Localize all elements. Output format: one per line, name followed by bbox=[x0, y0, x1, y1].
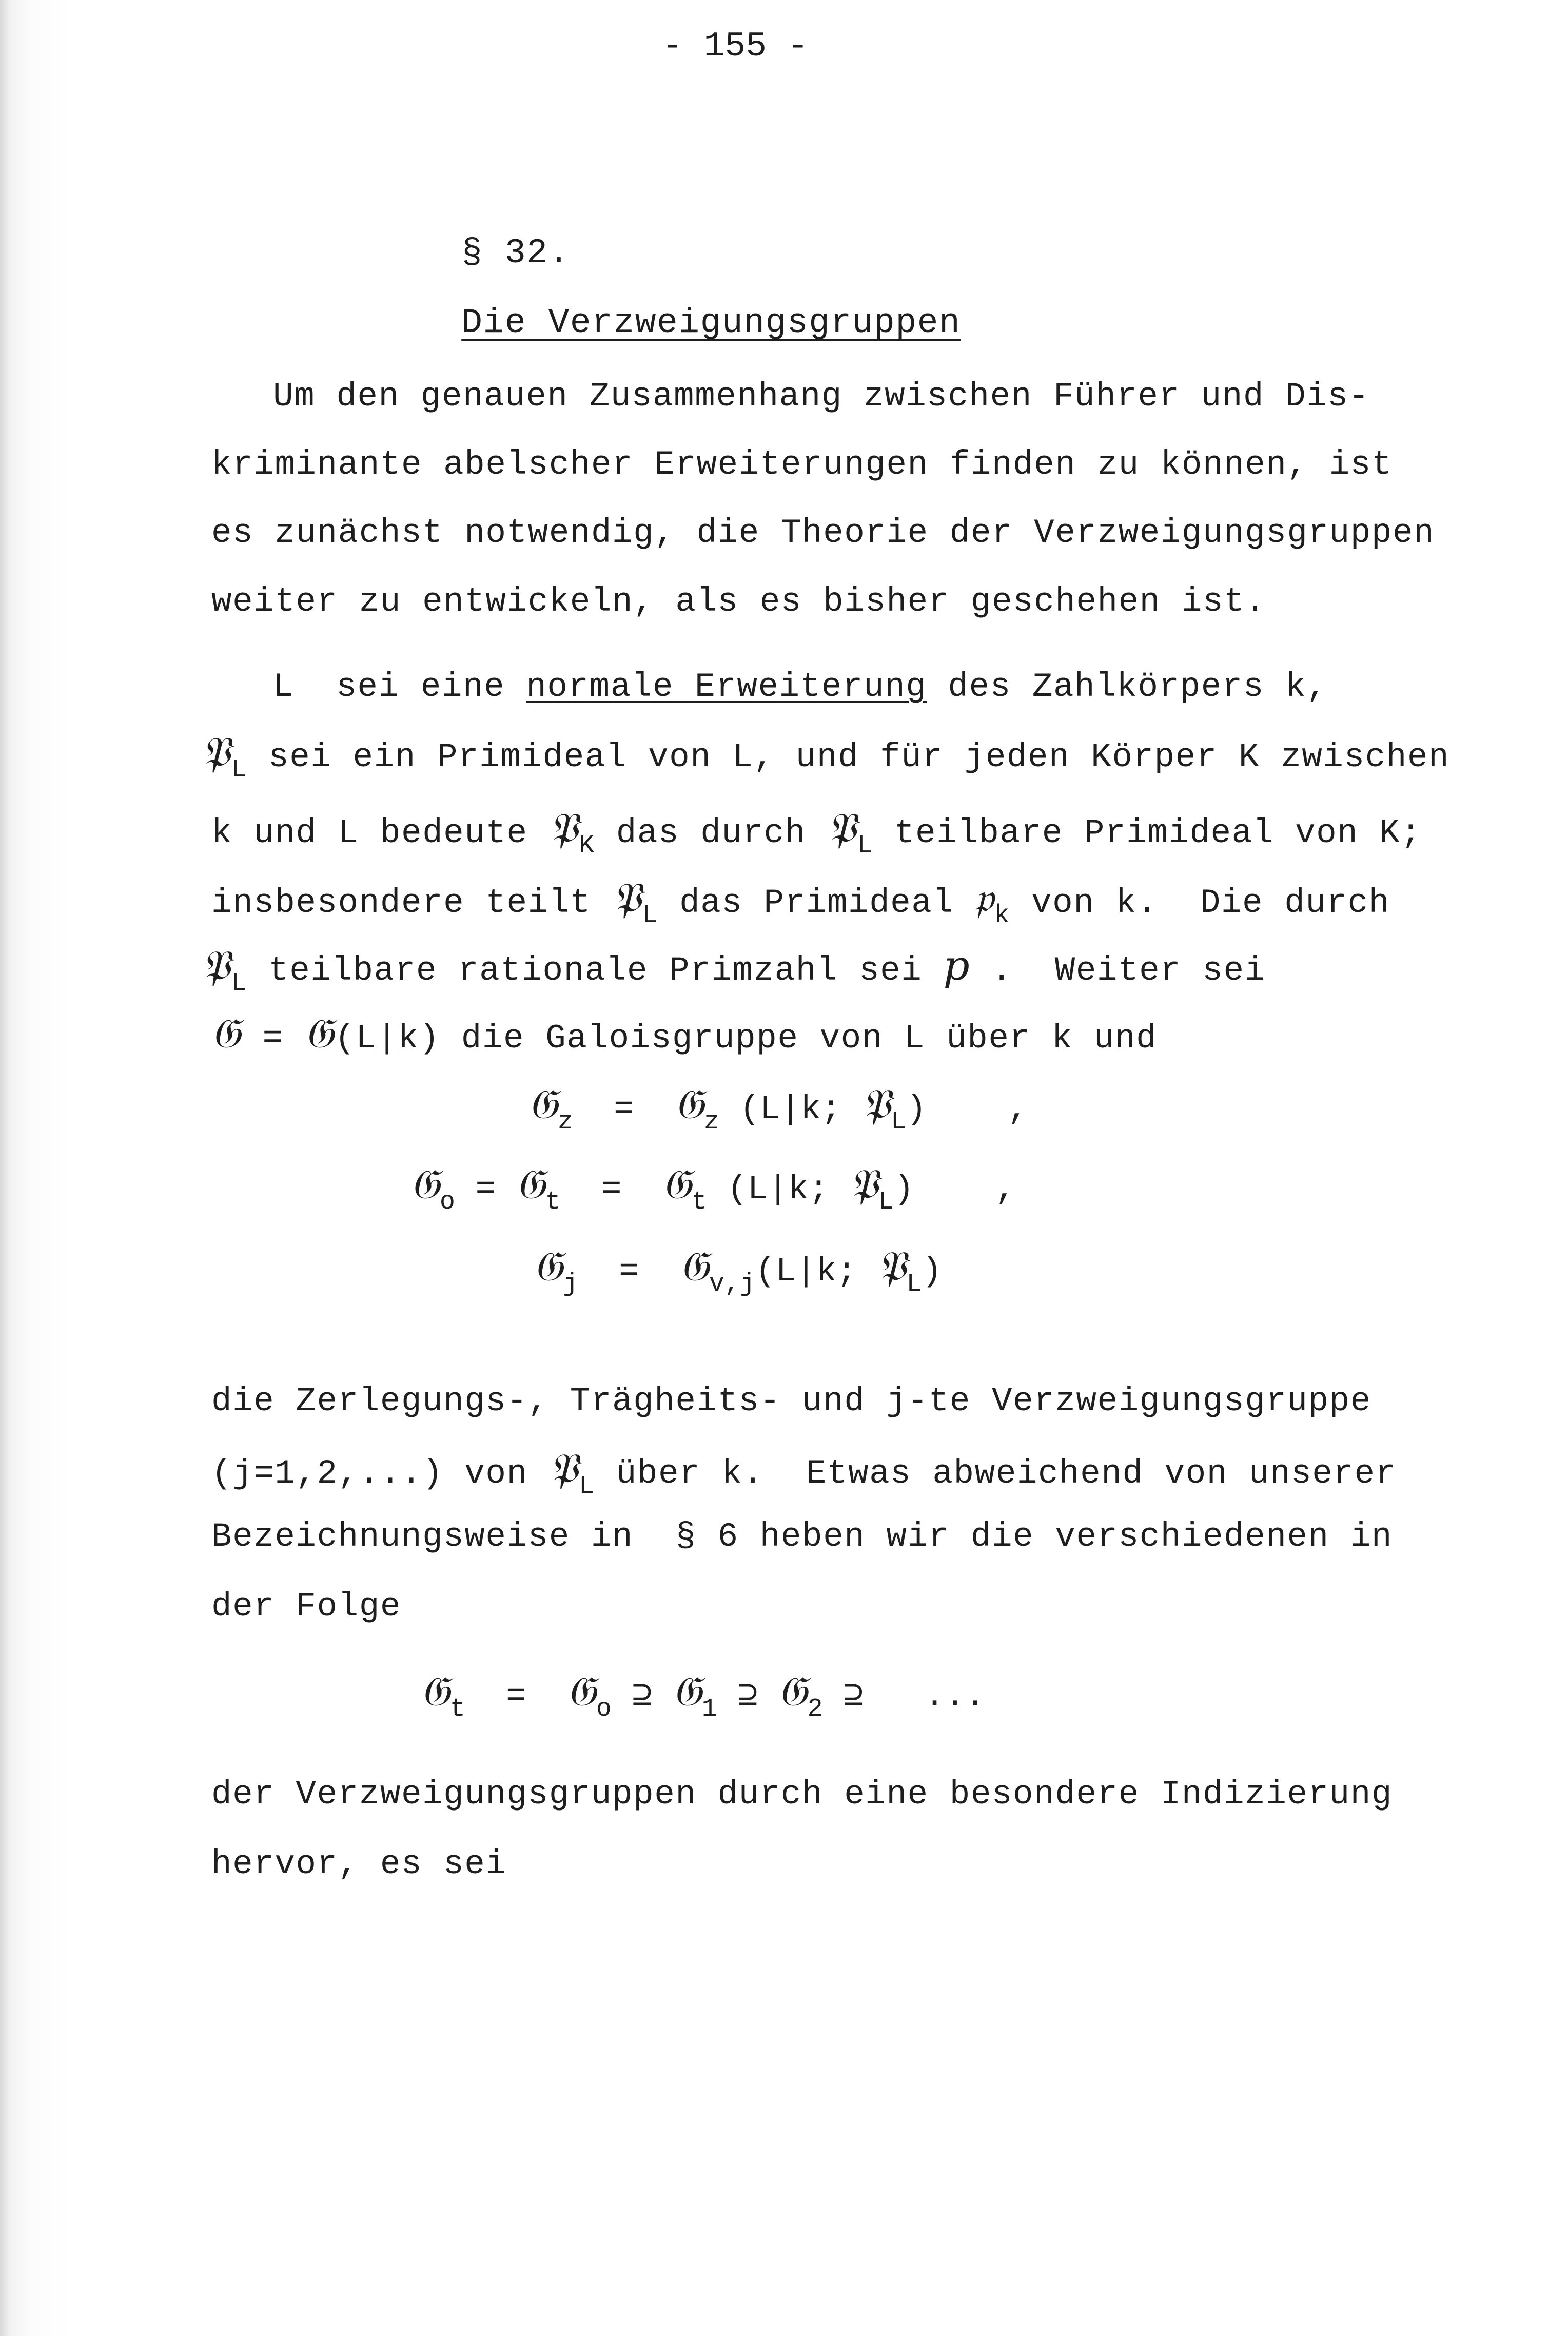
para2-line6: 𝔊 = 𝔊(L|k) die Galoisgruppe von L über k und bbox=[211, 1009, 1158, 1058]
para2-line3: k und L bedeute 𝔓$_K$ das durch 𝔓$_L$ teilbare Primideal von K; bbox=[211, 804, 1422, 861]
para3-line4: der Folge bbox=[211, 1587, 401, 1626]
rational-prime-symbol: p bbox=[943, 942, 971, 989]
para3-line1: die Zerlegungs-, Trägheits- und j-te Verzweigungsgruppe bbox=[211, 1382, 1371, 1420]
para1-line2: kriminante abelscher Erweiterungen finden zu können, ist bbox=[211, 445, 1393, 484]
prime-ideal-symbol: 𝔓 bbox=[201, 942, 231, 989]
para2-line5: 𝔓$_L$ teilbare rationale Primzahl sei p . Weiter sei bbox=[201, 942, 1266, 998]
prime-ideal-symbol: 𝔓 bbox=[612, 874, 642, 922]
page-number: - 155 - bbox=[662, 27, 809, 66]
para1-line4: weiter zu entwickeln, als es bisher geschehen ist. bbox=[211, 582, 1266, 621]
para4-line2: hervor, es sei bbox=[211, 1845, 507, 1883]
para4-line1: der Verzweigungsgruppen durch eine besondere Indizierung bbox=[211, 1775, 1393, 1814]
prime-ideal-symbol: 𝔓 bbox=[201, 728, 231, 776]
para2-line2: 𝔓$_L$ sei ein Primideal von L, und für jeden Körper K zwischen bbox=[201, 728, 1450, 785]
equation-zerlegungsgruppe: 𝔊$_z$ = 𝔊$_z$ (L|k; 𝔓$_L$) , bbox=[528, 1080, 1028, 1137]
prime-ideal-symbol: 𝔓 bbox=[827, 804, 857, 852]
section-title: Die Verzweigungsgruppen bbox=[461, 303, 961, 343]
term-normale-erweiterung: normale Erweiterung bbox=[526, 668, 927, 706]
para3-line2: (j=1,2,...) von 𝔓$_L$ über k. Etwas abweichend von unserer bbox=[211, 1445, 1397, 1501]
prime-ideal-symbol: 𝔓 bbox=[548, 1445, 579, 1492]
para1-line3: es zunächst notwendig, die Theorie der Verzweigungsgruppen bbox=[211, 514, 1435, 552]
para3-line3: Bezeichnungsweise in § 6 heben wir die verschiedenen in bbox=[211, 1517, 1393, 1556]
equation-group-chain: 𝔊$_t$ = 𝔊$_o$ ⊇ 𝔊$_1$ ⊇ 𝔊$_2$ ⊇ ... bbox=[421, 1667, 986, 1724]
prime-ideal-symbol: 𝔭 bbox=[974, 874, 994, 922]
group-symbol: 𝔊 bbox=[211, 1009, 242, 1057]
para1-line1: Um den genauen Zusammenhang zwischen Führer und Dis- bbox=[273, 377, 1370, 416]
equation-verzweigungsgruppe: 𝔊$_j$ = 𝔊$_{v,j}$(L|k; 𝔓$_L$) bbox=[534, 1242, 943, 1299]
para2-line1: L sei eine normale Erweiterung des Zahlkörpers k, bbox=[273, 668, 1328, 706]
para2-line4: insbesondere teilt 𝔓$_L$ das Primideal 𝔭$_k$ von k. Die durch bbox=[211, 874, 1390, 930]
section-heading bbox=[375, 201, 961, 376]
section-number: § 32. bbox=[461, 233, 570, 273]
group-symbol: 𝔊 bbox=[304, 1009, 335, 1057]
equation-traegheitsgruppe: 𝔊$_o$ = 𝔊$_t$ = 𝔊$_t$ (L|k; 𝔓$_L$) , bbox=[410, 1160, 1016, 1217]
prime-ideal-symbol: 𝔓 bbox=[548, 804, 579, 852]
